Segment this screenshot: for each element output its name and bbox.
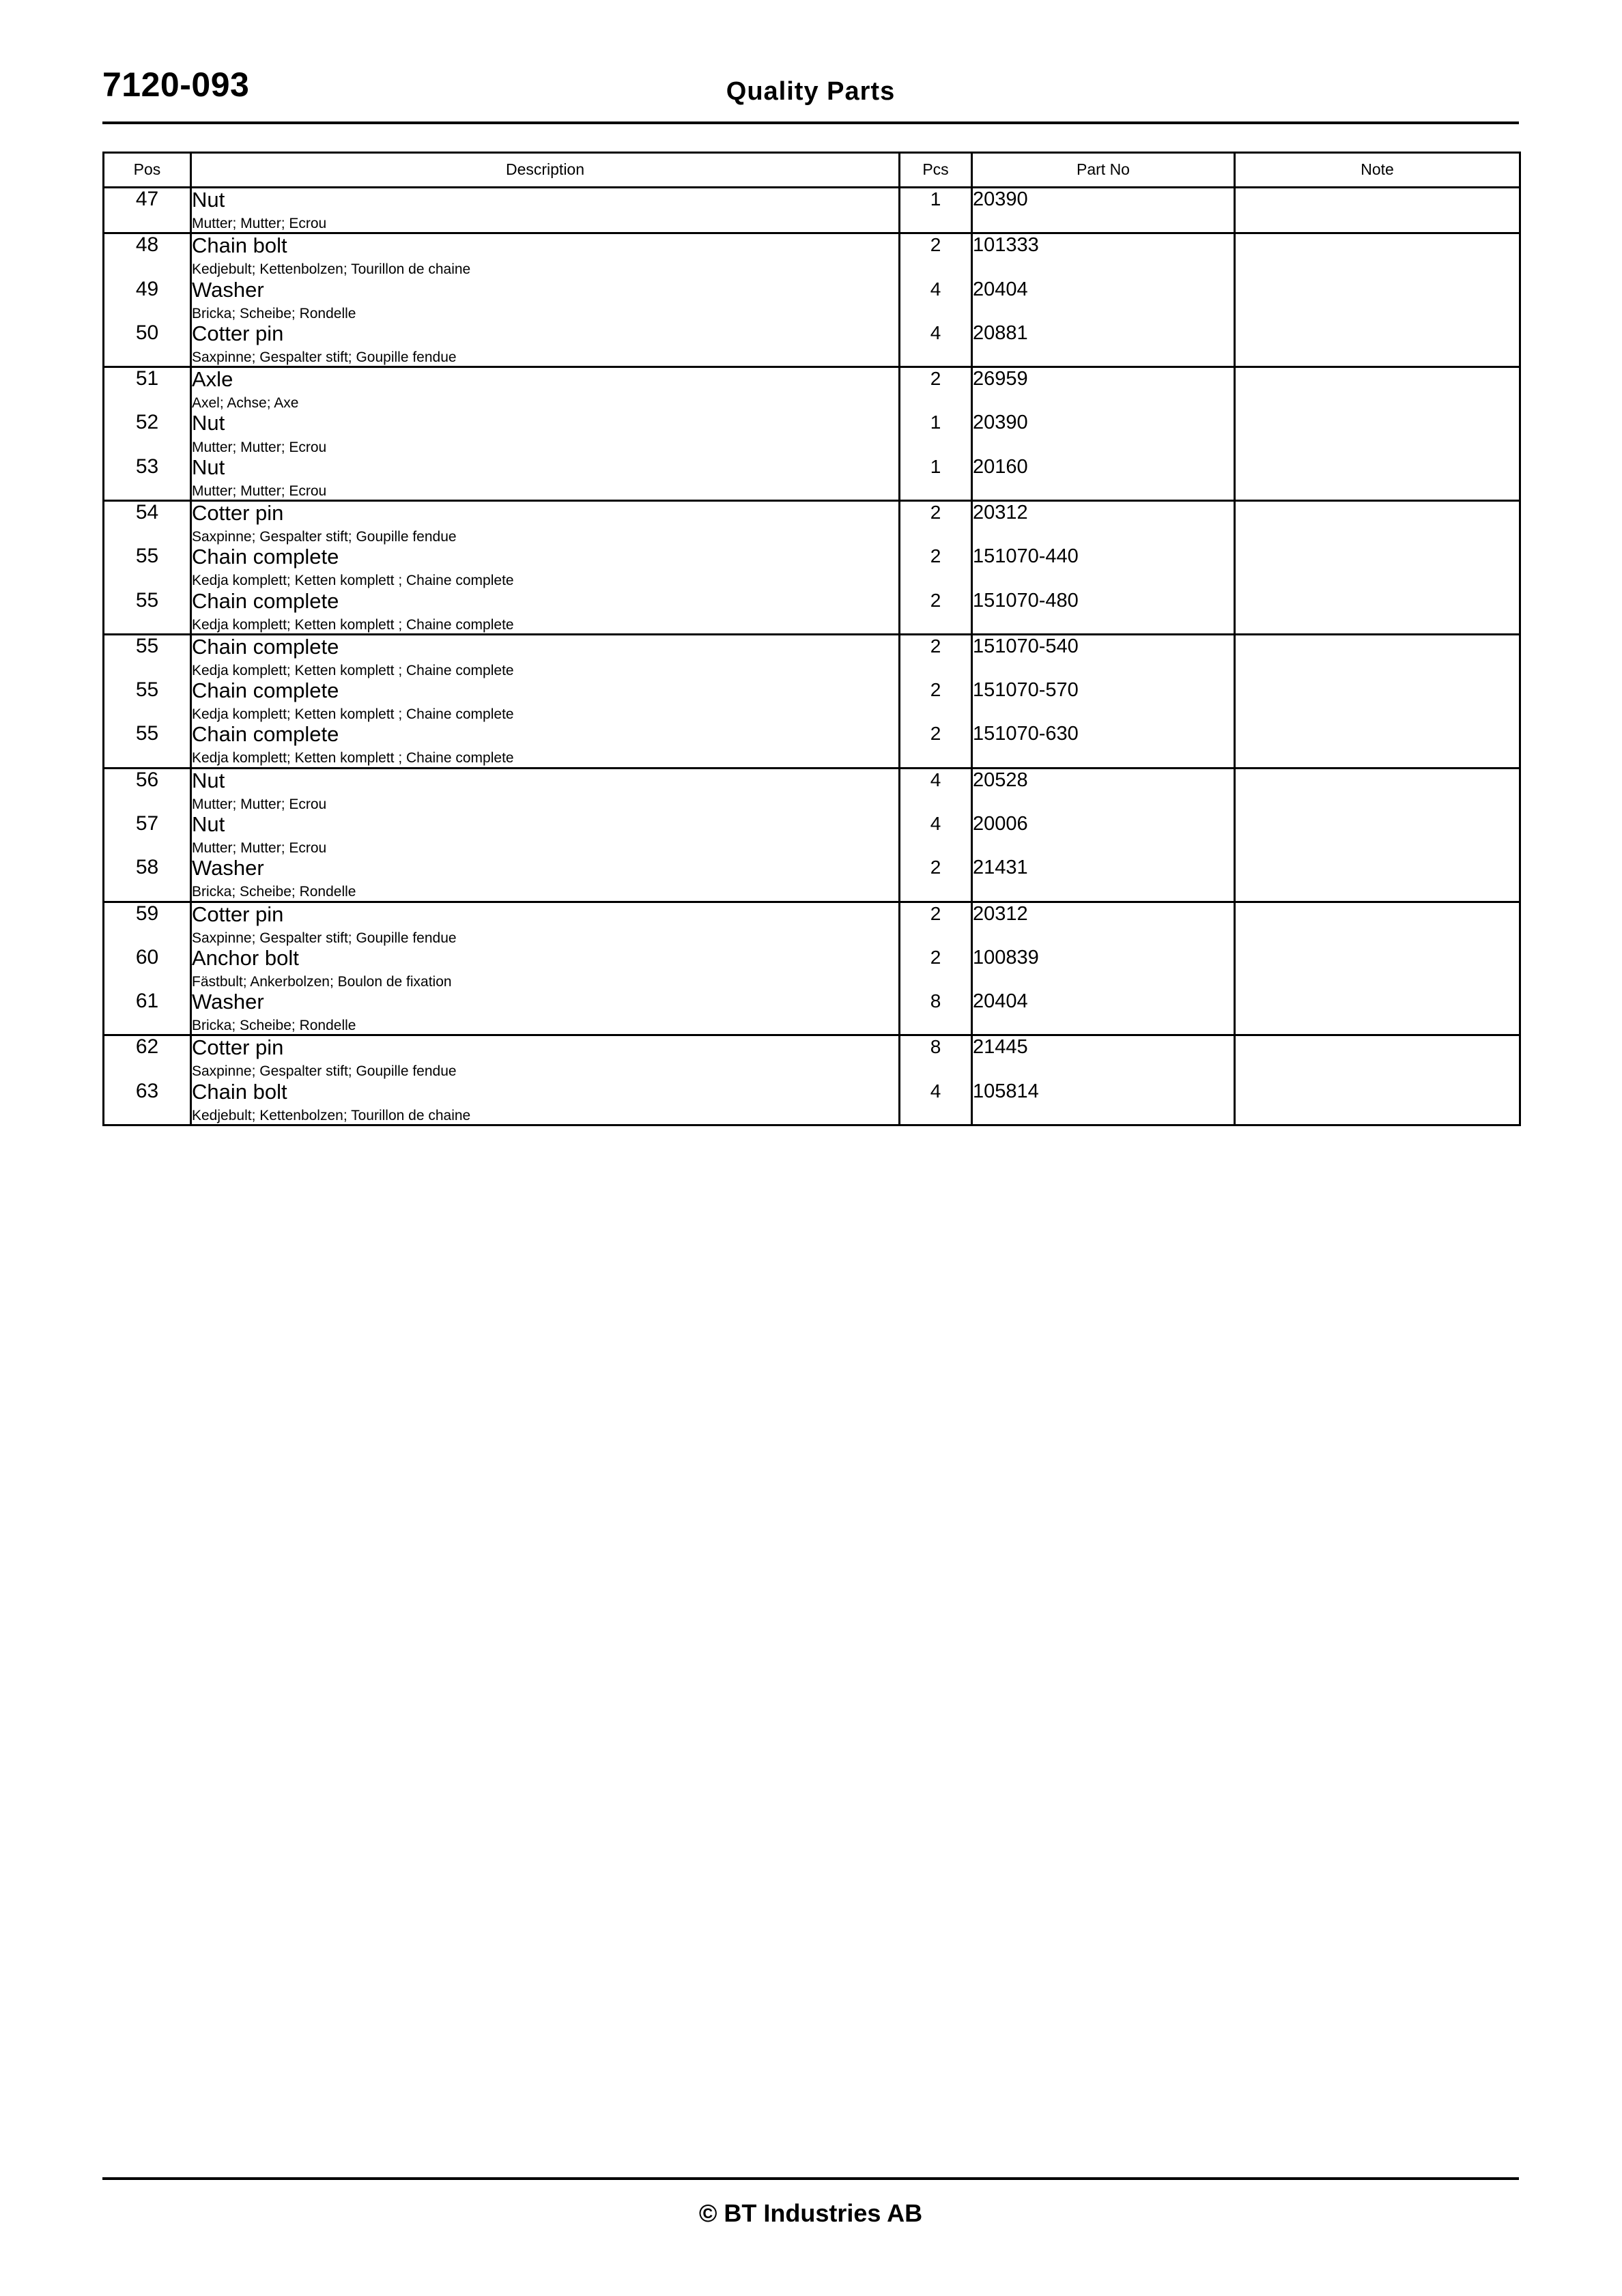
description-translations: Kedja komplett; Ketten komplett ; Chaine complete xyxy=(192,616,514,633)
cell-pcs: 2 xyxy=(900,857,972,902)
cell-pcs: 4 xyxy=(900,768,972,813)
table-row xyxy=(104,590,1520,635)
cell-description xyxy=(191,1035,900,1080)
description-translations: Mutter; Mutter; Ecrou xyxy=(192,439,327,455)
cell-part-no: 20160 xyxy=(972,456,1235,501)
cell-note xyxy=(1235,412,1520,455)
footer-copyright: © BT Industries AB xyxy=(698,2199,923,2227)
cell-pos: 53 xyxy=(104,456,191,501)
cell-description xyxy=(191,813,900,857)
description-name: Washer xyxy=(192,277,264,302)
table-row xyxy=(104,813,1520,857)
description-name: Axle xyxy=(192,367,233,392)
column-header-part-no: Part No xyxy=(972,153,1235,188)
table-row xyxy=(104,1035,1520,1080)
cell-description xyxy=(191,947,900,990)
table-row xyxy=(104,902,1520,947)
table-row xyxy=(104,367,1520,412)
description-translations: Mutter; Mutter; Ecrou xyxy=(192,483,327,499)
description-translations: Kedja komplett; Ketten komplett ; Chaine complete xyxy=(192,706,514,723)
description-translations: Mutter; Mutter; Ecrou xyxy=(192,796,327,812)
cell-pcs: 4 xyxy=(900,322,972,367)
cell-note xyxy=(1235,902,1520,947)
cell-part-no: 21431 xyxy=(972,857,1235,902)
description-translations: Axel; Achse; Axe xyxy=(192,395,299,412)
cell-part-no: 20404 xyxy=(972,990,1235,1035)
cell-pcs: 2 xyxy=(900,233,972,278)
description-name: Nut xyxy=(192,768,225,792)
description-translations: Mutter; Mutter; Ecrou xyxy=(192,216,327,232)
cell-part-no: 26959 xyxy=(972,367,1235,412)
description-name: Chain bolt xyxy=(192,233,287,258)
cell-note xyxy=(1235,857,1520,902)
description-translations: Kedja komplett; Ketten komplett ; Chaine complete xyxy=(192,662,514,678)
table-row xyxy=(104,500,1520,545)
cell-note xyxy=(1235,723,1520,768)
cell-pcs: 2 xyxy=(900,634,972,679)
description-name: Chain complete xyxy=(192,722,339,747)
table-header-row xyxy=(104,153,1520,188)
cell-pcs: 4 xyxy=(900,278,972,322)
parts-table-body xyxy=(104,188,1520,1125)
cell-pos: 48 xyxy=(104,233,191,278)
cell-pcs: 1 xyxy=(900,456,972,501)
cell-note xyxy=(1235,990,1520,1035)
cell-part-no: 105814 xyxy=(972,1080,1235,1125)
cell-note xyxy=(1235,545,1520,589)
description-translations: Kedja komplett; Ketten komplett ; Chaine complete xyxy=(192,573,514,589)
page-header xyxy=(102,65,1519,126)
cell-pos: 55 xyxy=(104,679,191,723)
cell-pcs: 2 xyxy=(900,679,972,723)
table-row xyxy=(104,679,1520,723)
cell-pos: 55 xyxy=(104,545,191,589)
cell-description xyxy=(191,278,900,322)
description-translations: Kedja komplett; Ketten komplett ; Chaine complete xyxy=(192,750,514,766)
cell-pcs: 2 xyxy=(900,723,972,768)
cell-description xyxy=(191,500,900,545)
cell-pos: 56 xyxy=(104,768,191,813)
description-name: Nut xyxy=(192,812,225,836)
cell-pos: 49 xyxy=(104,278,191,322)
cell-note xyxy=(1235,768,1520,813)
table-row xyxy=(104,990,1520,1035)
cell-part-no: 101333 xyxy=(972,233,1235,278)
cell-description xyxy=(191,902,900,947)
cell-pcs: 2 xyxy=(900,545,972,589)
parts-table-container xyxy=(102,152,1519,1126)
document-number: 7120-093 xyxy=(102,66,250,104)
table-row xyxy=(104,857,1520,902)
cell-pos: 60 xyxy=(104,947,191,990)
cell-description xyxy=(191,990,900,1035)
cell-pos: 51 xyxy=(104,367,191,412)
table-row xyxy=(104,412,1520,455)
cell-pcs: 4 xyxy=(900,1080,972,1125)
cell-note xyxy=(1235,947,1520,990)
cell-part-no: 151070-480 xyxy=(972,590,1235,635)
cell-note xyxy=(1235,813,1520,857)
cell-note xyxy=(1235,1035,1520,1080)
column-header-description: Description xyxy=(191,153,900,188)
description-translations: Bricka; Scheibe; Rondelle xyxy=(192,884,356,900)
cell-pos: 61 xyxy=(104,990,191,1035)
cell-note xyxy=(1235,188,1520,233)
cell-description xyxy=(191,1080,900,1125)
description-translations: Saxpinne; Gespalter stift; Goupille fendue xyxy=(192,1063,457,1080)
cell-pcs: 2 xyxy=(900,947,972,990)
table-row xyxy=(104,947,1520,990)
table-row xyxy=(104,456,1520,501)
description-name: Washer xyxy=(192,856,264,880)
cell-note xyxy=(1235,679,1520,723)
description-name: Cotter pin xyxy=(192,500,284,525)
header-divider xyxy=(102,121,1519,124)
description-translations: Kedjebult; Kettenbolzen; Tourillon de chaine xyxy=(192,1107,471,1123)
cell-part-no: 20312 xyxy=(972,902,1235,947)
cell-description xyxy=(191,367,900,412)
cell-note xyxy=(1235,590,1520,635)
description-name: Cotter pin xyxy=(192,321,284,345)
cell-pcs: 8 xyxy=(900,990,972,1035)
description-translations: Bricka; Scheibe; Rondelle xyxy=(192,1018,356,1034)
description-name: Nut xyxy=(192,411,225,435)
cell-pos: 55 xyxy=(104,634,191,679)
column-header-pcs: Pcs xyxy=(900,153,972,188)
table-row xyxy=(104,545,1520,589)
cell-part-no: 20312 xyxy=(972,500,1235,545)
table-row xyxy=(104,188,1520,233)
table-row xyxy=(104,278,1520,322)
cell-pos: 47 xyxy=(104,188,191,233)
cell-description xyxy=(191,634,900,679)
cell-note xyxy=(1235,634,1520,679)
cell-pcs: 2 xyxy=(900,590,972,635)
cell-pos: 54 xyxy=(104,500,191,545)
cell-description xyxy=(191,233,900,278)
description-name: Anchor bolt xyxy=(192,945,299,970)
cell-description xyxy=(191,412,900,455)
cell-description xyxy=(191,545,900,589)
cell-pos: 58 xyxy=(104,857,191,902)
cell-description xyxy=(191,322,900,367)
cell-pcs: 1 xyxy=(900,412,972,455)
cell-pos: 62 xyxy=(104,1035,191,1080)
cell-note xyxy=(1235,233,1520,278)
cell-pcs: 2 xyxy=(900,367,972,412)
description-name: Chain complete xyxy=(192,634,339,659)
page-title: Quality Parts xyxy=(726,77,896,106)
cell-part-no: 21445 xyxy=(972,1035,1235,1080)
column-header-pos: Pos xyxy=(104,153,191,188)
cell-pcs: 8 xyxy=(900,1035,972,1080)
description-name: Nut xyxy=(192,455,225,479)
cell-pos: 59 xyxy=(104,902,191,947)
table-row xyxy=(104,723,1520,768)
description-name: Nut xyxy=(192,188,225,212)
description-translations: Saxpinne; Gespalter stift; Goupille fendue xyxy=(192,349,457,365)
cell-part-no: 151070-630 xyxy=(972,723,1235,768)
cell-note xyxy=(1235,500,1520,545)
description-name: Chain complete xyxy=(192,588,339,613)
cell-part-no: 20528 xyxy=(972,768,1235,813)
cell-description xyxy=(191,456,900,501)
cell-pos: 50 xyxy=(104,322,191,367)
cell-note xyxy=(1235,322,1520,367)
cell-pos: 52 xyxy=(104,412,191,455)
cell-part-no: 151070-440 xyxy=(972,545,1235,589)
cell-description xyxy=(191,723,900,768)
cell-note xyxy=(1235,1080,1520,1125)
description-name: Chain complete xyxy=(192,678,339,703)
description-translations: Saxpinne; Gespalter stift; Goupille fendue xyxy=(192,930,457,946)
table-row xyxy=(104,233,1520,278)
description-translations: Fästbult; Ankerbolzen; Boulon de fixation xyxy=(192,973,452,990)
cell-part-no: 20390 xyxy=(972,188,1235,233)
cell-note xyxy=(1235,367,1520,412)
column-header-note: Note xyxy=(1235,153,1520,188)
footer-divider xyxy=(102,2177,1519,2180)
cell-part-no: 100839 xyxy=(972,947,1235,990)
description-name: Chain bolt xyxy=(192,1079,287,1104)
description-name: Chain complete xyxy=(192,545,339,569)
cell-pcs: 2 xyxy=(900,902,972,947)
description-name: Cotter pin xyxy=(192,902,284,926)
cell-pcs: 2 xyxy=(900,500,972,545)
description-name: Washer xyxy=(192,990,264,1014)
parts-table xyxy=(102,152,1521,1126)
description-translations: Kedjebult; Kettenbolzen; Tourillon de chaine xyxy=(192,261,471,278)
cell-description xyxy=(191,188,900,233)
cell-part-no: 20390 xyxy=(972,412,1235,455)
cell-part-no: 151070-570 xyxy=(972,679,1235,723)
cell-description xyxy=(191,857,900,902)
cell-note xyxy=(1235,278,1520,322)
cell-description xyxy=(191,590,900,635)
table-row xyxy=(104,1080,1520,1125)
cell-description xyxy=(191,768,900,813)
table-row xyxy=(104,322,1520,367)
cell-note xyxy=(1235,456,1520,501)
cell-part-no: 20881 xyxy=(972,322,1235,367)
description-name: Cotter pin xyxy=(192,1035,284,1060)
cell-pos: 55 xyxy=(104,723,191,768)
cell-part-no: 151070-540 xyxy=(972,634,1235,679)
cell-description xyxy=(191,679,900,723)
table-row xyxy=(104,634,1520,679)
cell-part-no: 20404 xyxy=(972,278,1235,322)
cell-pos: 57 xyxy=(104,813,191,857)
table-row xyxy=(104,768,1520,813)
cell-pcs: 1 xyxy=(900,188,972,233)
cell-pos: 63 xyxy=(104,1080,191,1125)
description-translations: Saxpinne; Gespalter stift; Goupille fendue xyxy=(192,529,457,545)
cell-pcs: 4 xyxy=(900,813,972,857)
description-translations: Bricka; Scheibe; Rondelle xyxy=(192,305,356,321)
cell-pos: 55 xyxy=(104,590,191,635)
description-translations: Mutter; Mutter; Ecrou xyxy=(192,840,327,857)
cell-part-no: 20006 xyxy=(972,813,1235,857)
